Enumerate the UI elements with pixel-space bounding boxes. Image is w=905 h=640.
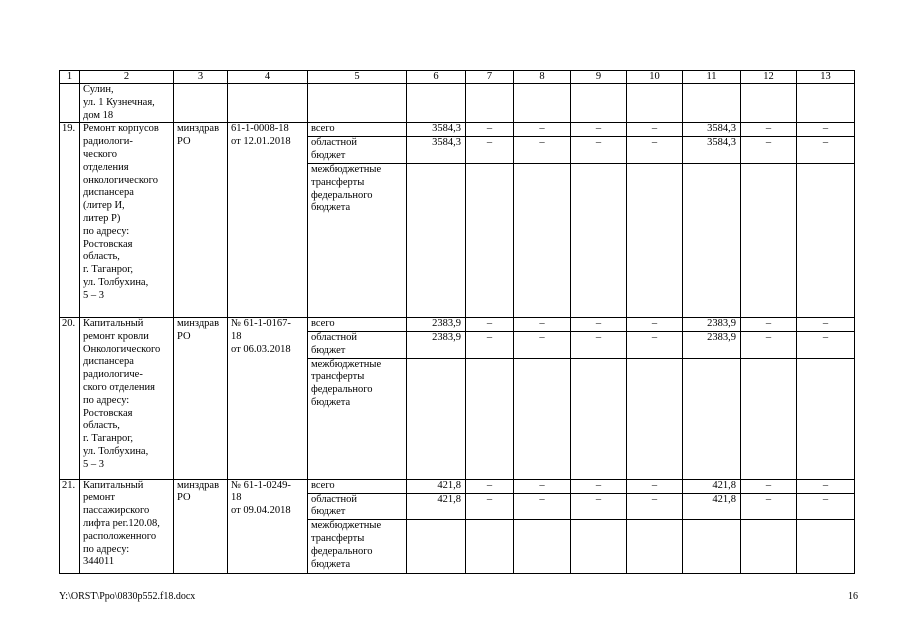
value-cell-c6	[407, 163, 466, 317]
object-name-line: по адресу:	[83, 543, 130, 555]
value-cell-c13: –	[797, 317, 855, 331]
value-cell-c8: –	[514, 493, 571, 520]
responsible-org-line: минздрав	[177, 123, 220, 135]
column-header: 8	[514, 71, 571, 84]
object-name-line: Сулин,	[83, 84, 114, 95]
value-cell-c9: –	[571, 317, 627, 331]
value-cell-c11: 2383,9	[683, 317, 741, 331]
value-cell-c11: 2383,9	[683, 331, 741, 358]
document-number-line: 61-1-0008-18	[231, 123, 289, 135]
funding-source-line: всего	[311, 317, 335, 329]
value-cell-c11: 421,8	[683, 479, 741, 493]
empty-cell	[797, 84, 855, 123]
value-cell-c12: –	[741, 493, 797, 520]
value-cell-c9	[571, 358, 627, 479]
value-cell-c8	[514, 358, 571, 479]
funding-source	[308, 520, 407, 574]
value-cell-c8: –	[514, 123, 571, 137]
funding-source	[308, 493, 407, 520]
funding-source-line: федерального	[311, 189, 373, 201]
empty-cell	[466, 84, 514, 123]
object-name-line: Онкологического	[83, 343, 161, 355]
value-cell-c11: 421,8	[683, 493, 741, 520]
table-row	[60, 479, 855, 493]
value-cell-c6: 421,8	[407, 479, 466, 493]
value-cell-c13: –	[797, 123, 855, 137]
funding-source	[308, 137, 407, 164]
value-cell-c7: –	[466, 123, 514, 137]
responsible-org-line: РО	[177, 330, 191, 342]
object-name-line: радиологи-	[83, 136, 133, 148]
continued-row	[60, 84, 855, 123]
value-cell-c11	[683, 520, 741, 574]
value-cell-c13	[797, 163, 855, 317]
row-number: 20.	[60, 317, 80, 479]
document-number	[228, 317, 308, 479]
value-cell-c7: –	[466, 493, 514, 520]
value-cell-c10: –	[627, 493, 683, 520]
page-number: 16	[848, 591, 858, 602]
funding-source-line: всего	[311, 479, 335, 491]
responsible-org-line: минздрав	[177, 317, 220, 329]
document-number-line: от 12.01.2018	[231, 136, 291, 148]
funding-source-line: межбюджетные	[311, 520, 382, 532]
funding-source-line: трансферты	[311, 532, 365, 544]
object-name-line: ул. Толбухина,	[83, 445, 149, 457]
funding-source-line: бюджета	[311, 202, 351, 214]
funding-source-line: бюджет	[311, 344, 346, 356]
empty-cell	[60, 84, 80, 123]
object-name-line: Ростовская	[83, 238, 133, 250]
value-cell-c12: –	[741, 479, 797, 493]
header-row	[60, 71, 855, 84]
object-name-line: дом 18	[83, 109, 114, 121]
document-number-line: № 61-1-0167-	[231, 317, 291, 329]
value-cell-c6	[407, 520, 466, 574]
value-cell-c9	[571, 163, 627, 317]
value-cell-c8: –	[514, 317, 571, 331]
value-cell-c10	[627, 520, 683, 574]
value-cell-c6: 2383,9	[407, 317, 466, 331]
table-row	[60, 123, 855, 137]
value-cell-c12	[741, 358, 797, 479]
column-header: 2	[80, 71, 174, 84]
value-cell-c10: –	[627, 479, 683, 493]
column-header: 11	[683, 71, 741, 84]
funding-source	[308, 163, 407, 317]
empty-cell	[683, 84, 741, 123]
value-cell-c12	[741, 520, 797, 574]
object-name-line: расположенного	[83, 530, 157, 542]
document-number-line: от 09.04.2018	[231, 505, 291, 517]
value-cell-c13	[797, 358, 855, 479]
empty-cell	[308, 84, 407, 123]
object-name-line: ремонт кровли	[83, 330, 149, 342]
responsible-org-line: РО	[177, 492, 191, 504]
value-cell-c7: –	[466, 331, 514, 358]
object-name-line: 344011	[83, 556, 115, 568]
funding-source	[308, 479, 407, 493]
value-cell-c12: –	[741, 331, 797, 358]
funding-source-line: областной	[311, 331, 357, 343]
object-name	[80, 123, 174, 318]
value-cell-c12: –	[741, 317, 797, 331]
value-cell-c6: 2383,9	[407, 331, 466, 358]
object-name-line: область,	[83, 420, 120, 432]
value-cell-c6: 3584,3	[407, 137, 466, 164]
empty-cell	[174, 84, 228, 123]
value-cell-c9: –	[571, 331, 627, 358]
funding-source-line: бюджет	[311, 150, 346, 162]
value-cell-c6: 421,8	[407, 493, 466, 520]
object-name-line: диспансера	[83, 187, 134, 199]
value-cell-c8: –	[514, 479, 571, 493]
responsible-org	[174, 317, 228, 479]
object-name-line: пассажирского	[83, 505, 150, 517]
object-name	[80, 84, 174, 123]
funding-source	[308, 123, 407, 137]
value-cell-c11	[683, 163, 741, 317]
value-cell-c6: 3584,3	[407, 123, 466, 137]
file-path: Y:\ORST\Ppo\0830p552.f18.docx	[59, 591, 196, 602]
funding-source	[308, 358, 407, 479]
value-cell-c10: –	[627, 137, 683, 164]
value-cell-c8	[514, 520, 571, 574]
funding-source-line: межбюджетные	[311, 163, 382, 175]
funding-source	[308, 331, 407, 358]
value-cell-c13: –	[797, 493, 855, 520]
value-cell-c6	[407, 358, 466, 479]
object-name-line: 5 – 3	[83, 458, 104, 470]
empty-cell	[228, 84, 308, 123]
value-cell-c10	[627, 163, 683, 317]
object-name-line: (литер И,	[83, 200, 125, 212]
object-name	[80, 317, 174, 479]
object-name-line: по адресу:	[83, 225, 130, 237]
table-body	[60, 71, 855, 574]
object-name-line: лифта рег.120.08,	[83, 517, 160, 529]
value-cell-c10: –	[627, 331, 683, 358]
object-name-line: ремонт	[83, 492, 116, 504]
document-number	[228, 123, 308, 318]
object-name-line: Ростовская	[83, 407, 133, 419]
value-cell-c8	[514, 163, 571, 317]
object-name-line: г. Таганрог,	[83, 433, 134, 445]
row-number: 19.	[60, 123, 80, 318]
responsible-org-line: РО	[177, 136, 191, 148]
value-cell-c12: –	[741, 123, 797, 137]
value-cell-c10	[627, 358, 683, 479]
value-cell-c9: –	[571, 137, 627, 164]
responsible-org	[174, 123, 228, 318]
column-header: 9	[571, 71, 627, 84]
document-number	[228, 479, 308, 574]
object-name-line: ческого	[83, 148, 117, 160]
object-name-line: ул. 1 Кузнечная,	[83, 96, 155, 108]
object-name-line: радиологиче-	[83, 369, 143, 381]
object-name-line: по адресу:	[83, 394, 130, 406]
column-header: 10	[627, 71, 683, 84]
object-name-line: 5 – 3	[83, 289, 104, 301]
funding-source-line: федерального	[311, 384, 373, 396]
value-cell-c9	[571, 520, 627, 574]
funding-source-line: бюджет	[311, 506, 346, 518]
value-cell-c11: 3584,3	[683, 123, 741, 137]
object-name-line: г. Таганрог,	[83, 264, 134, 276]
object-name-line: область,	[83, 251, 120, 263]
table-row	[60, 317, 855, 331]
value-cell-c9: –	[571, 493, 627, 520]
value-cell-c13: –	[797, 479, 855, 493]
responsible-org-line: минздрав	[177, 479, 220, 491]
object-name-line: литер Р)	[83, 212, 121, 224]
empty-cell	[407, 84, 466, 123]
document-number-line: 18	[231, 330, 242, 342]
budget-table	[59, 70, 855, 574]
funding-source-line: бюджета	[311, 558, 351, 570]
value-cell-c9: –	[571, 479, 627, 493]
value-cell-c10: –	[627, 123, 683, 137]
object-name-line: отделения	[83, 161, 129, 173]
value-cell-c7	[466, 358, 514, 479]
value-cell-c7	[466, 163, 514, 317]
document-number-line: 18	[231, 492, 242, 504]
value-cell-c7	[466, 520, 514, 574]
funding-source	[308, 317, 407, 331]
value-cell-c13	[797, 520, 855, 574]
column-header: 3	[174, 71, 228, 84]
funding-source-line: областной	[311, 493, 357, 505]
object-name-line: диспансера	[83, 356, 134, 368]
document-number-line: от 06.03.2018	[231, 343, 291, 355]
value-cell-c7: –	[466, 137, 514, 164]
funding-source-line: трансферты	[311, 371, 365, 383]
value-cell-c12	[741, 163, 797, 317]
value-cell-c11: 3584,3	[683, 137, 741, 164]
value-cell-c13: –	[797, 331, 855, 358]
object-name-line: Капитальный	[83, 479, 144, 491]
column-header: 13	[797, 71, 855, 84]
object-name-line: Капитальный	[83, 317, 144, 329]
column-header: 12	[741, 71, 797, 84]
empty-cell	[627, 84, 683, 123]
funding-source-line: областной	[311, 137, 357, 149]
column-header: 5	[308, 71, 407, 84]
value-cell-c12: –	[741, 137, 797, 164]
column-header: 6	[407, 71, 466, 84]
responsible-org	[174, 479, 228, 574]
value-cell-c10: –	[627, 317, 683, 331]
value-cell-c8: –	[514, 137, 571, 164]
column-header: 4	[228, 71, 308, 84]
empty-cell	[741, 84, 797, 123]
value-cell-c11	[683, 358, 741, 479]
value-cell-c13: –	[797, 137, 855, 164]
value-cell-c8: –	[514, 331, 571, 358]
funding-source-line: федерального	[311, 545, 373, 557]
value-cell-c7: –	[466, 479, 514, 493]
object-name-line: Ремонт корпусов	[83, 123, 159, 135]
funding-source-line: бюджета	[311, 396, 351, 408]
funding-source-line: трансферты	[311, 176, 365, 188]
object-name	[80, 479, 174, 574]
document-number-line: № 61-1-0249-	[231, 479, 291, 491]
row-number: 21.	[60, 479, 80, 574]
empty-cell	[571, 84, 627, 123]
column-header: 1	[60, 71, 80, 84]
funding-source-line: межбюджетные	[311, 358, 382, 370]
value-cell-c9: –	[571, 123, 627, 137]
object-name-line: онкологического	[83, 174, 158, 186]
object-name-line: ского отделения	[83, 381, 155, 393]
column-header: 7	[466, 71, 514, 84]
value-cell-c7: –	[466, 317, 514, 331]
empty-cell	[514, 84, 571, 123]
object-name-line: ул. Толбухина,	[83, 276, 149, 288]
funding-source-line: всего	[311, 123, 335, 135]
